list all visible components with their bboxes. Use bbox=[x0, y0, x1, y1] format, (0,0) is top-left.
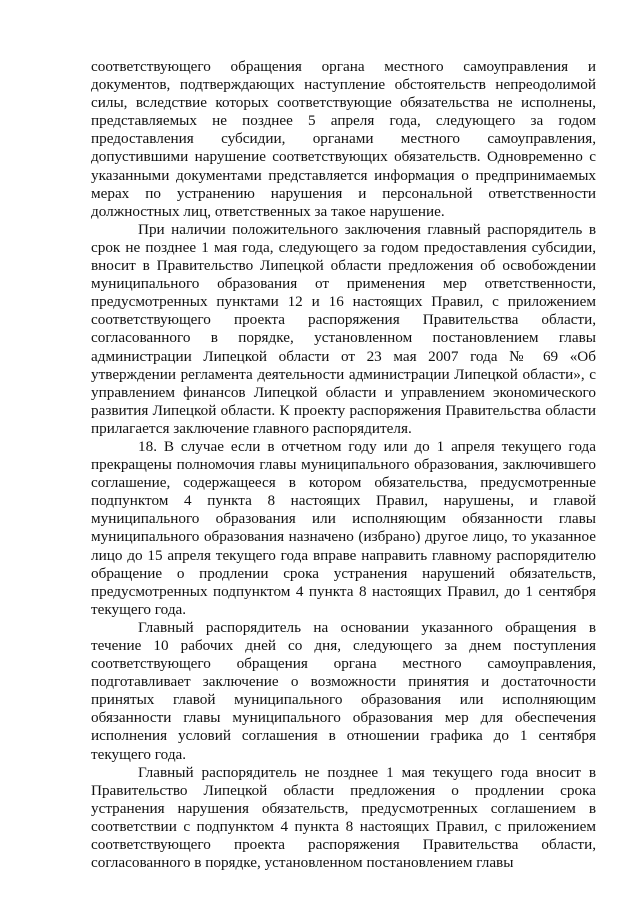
document-page bbox=[91, 58, 596, 872]
paragraph-conclusion-preparation: Главный распорядитель на основании указанного обращения в течение 10 рабочих дней со дня, следующего за днем поступления соответствующего обращения органа местного самоуправления, подготавливает заключение о возможности принятия и достаточности принятых главой муниципального образования или исполняющим обязанности главы муниципального образования мер для обеспечения исполнения условий соглашения в отношении графика до 1 сентября текущего года. bbox=[91, 618, 596, 763]
paragraph-positive-conclusion: При наличии положительного заключения главный распорядитель в срок не позднее 1 мая года, следующего за годом предоставления субсидии, вносит в Правительство Липецкой области предложения об освобождении муниципального образования от применения мер ответственности, предусмотренных пунктами 12 и 16 настоящих Правил, с приложением соответствующего проекта распоряжения Правительства области, согласованного в порядке, установленном постановлением главы администрации Липецкой области от 23 мая 2007 года № 69 «Об утверждении регламента деятельности администрации Липецкой области», с управлением финансов Липецкой области и управлением экономического развития Липецкой области. К проекту распоряжения Правительства области прилагается заключение главного распорядителя. bbox=[91, 220, 596, 437]
paragraph-obligations-documents: соответствующего обращения органа местного самоуправления и документов, подтверждающих наступление обстоятельств непреодолимой силы, вследствие которых соответствующие обязательства не исполнены, представляемых не позднее 5 апреля года, следующего за годом предоставления субсидии, органами местного самоуправления, допустившими нарушение соответствующих обязательств. Одновременно с указанными документами представляется информация о предпринимаемых мерах по устранению нарушения и персональной ответственности должностных лиц, ответственных за такое нарушение. bbox=[91, 58, 596, 220]
paragraph-extension-proposal: Главный распорядитель не позднее 1 мая текущего года вносит в Правительство Липецкой области предложения о продлении срока устранения нарушения обязательств, предусмотренных соглашением в соответствии с подпунктом 4 пункта 8 настоящих Правил, с приложением соответствующего проекта распоряжения Правительства области, согласованного в порядке, установленном постановлением главы bbox=[91, 763, 596, 872]
paragraph-item-18: 18. В случае если в отчетном году или до 1 апреля текущего года прекращены полномочия главы муниципального образования, заключившего соглашение, содержащееся в котором обязательства, предусмотренные подпунктом 4 пункта 8 настоящих Правил, нарушены, и главой муниципального образования или исполняющим обязанности главы муниципального образования назначено (избрано) другое лицо, то указанное лицо до 15 апреля текущего года вправе направить главному распорядителю обращение о продлении срока устранения нарушений обязательств, предусмотренных подпунктом 4 пункта 8 настоящих Правил, до 1 сентября текущего года. bbox=[91, 437, 596, 618]
